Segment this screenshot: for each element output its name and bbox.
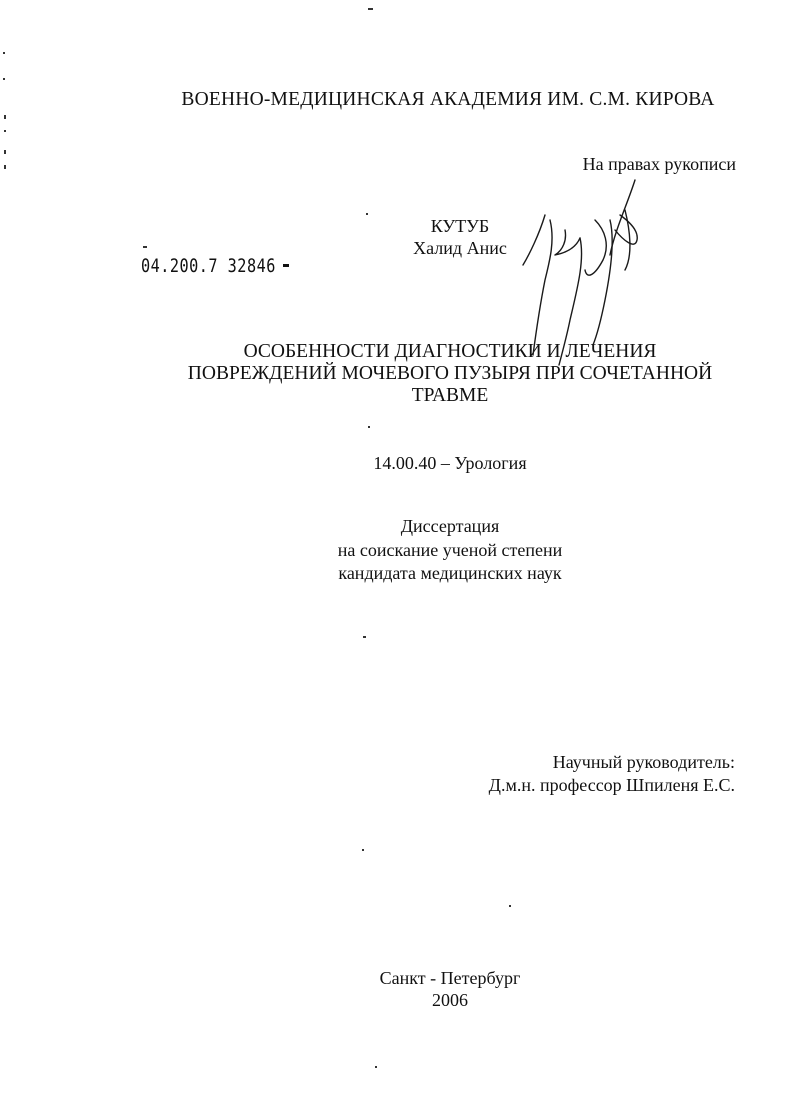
scan-speck [4,130,6,132]
city: Санкт - Петербург [379,968,521,988]
archive-number-stamp: 04.200.7 32846 [141,255,276,277]
stamp-dash-mark [283,264,289,267]
degree-line: кандидата медицинских наук [338,563,562,583]
rights-notice: На правах рукописи [582,154,736,174]
institution-name: ВОЕННО-МЕДИЦИНСКАЯ АКАДЕМИЯ ИМ. С.М. КИРОВА [181,89,715,110]
scan-speck [363,636,366,638]
supervisor-label: Научный руководитель: [552,752,735,772]
dissertation-title [90,341,796,407]
supervisor-name: Д.м.н. профессор Шпиленя Е.С. [488,775,735,795]
year: 2006 [432,990,468,1010]
scan-speck [375,1066,377,1068]
scan-speck [4,115,6,119]
degree-line: на соискание ученой степени [337,539,563,560]
title-line: ОСОБЕННОСТИ ДИАГНОСТИКИ И ЛЕЧЕНИЯ [243,341,657,362]
scan-speck [143,246,147,248]
title-line: ПОВРЕЖДЕНИЙ МОЧЕВОГО ПУЗЫРЯ ПРИ СОЧЕТАННОЙ [187,363,713,384]
scan-speck [3,78,5,80]
degree-line: Диссертация [400,516,500,536]
degree-statement [250,515,650,586]
scan-speck [4,165,6,169]
title-line: ТРАВМЕ [411,385,489,406]
scan-speck [368,8,373,10]
scan-speck [362,849,364,851]
scan-speck [366,213,368,215]
scan-speck [368,426,370,428]
scan-speck [3,52,5,54]
author-surname: КУТУБ [430,216,490,236]
author-name: Халид Анис [413,238,507,258]
specialty-code: 14.00.40 – Урология [373,453,527,473]
handwritten-signature [515,160,665,370]
scan-speck [4,150,6,154]
scan-speck [509,905,511,907]
